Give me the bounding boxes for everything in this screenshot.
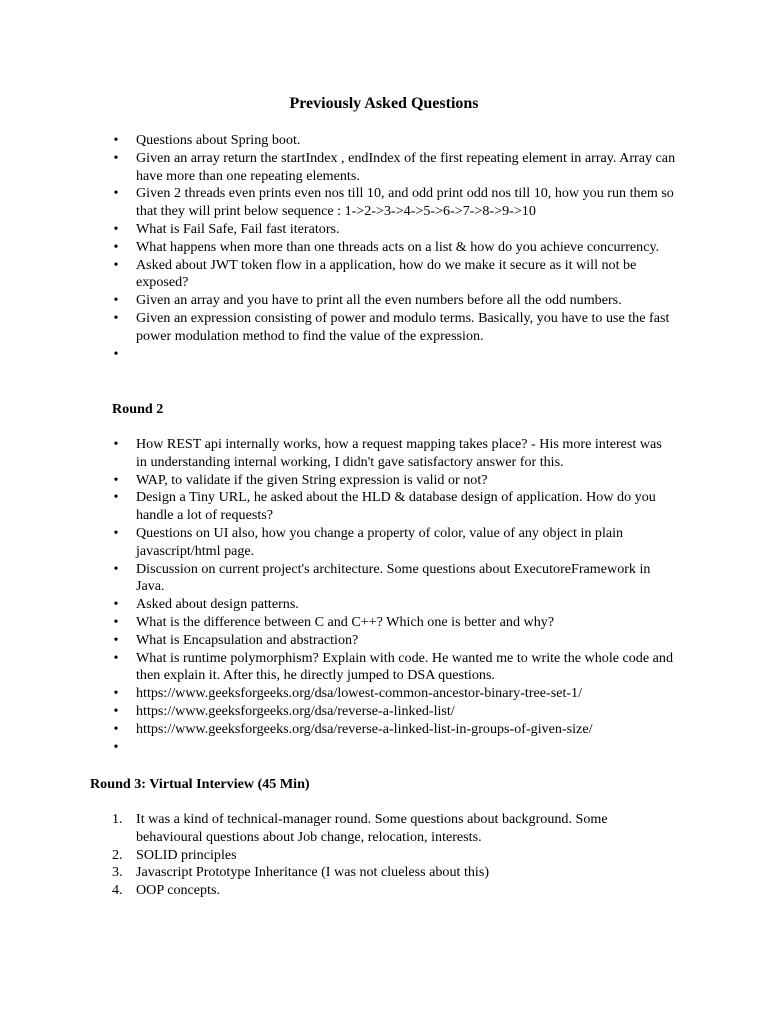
numbered-item: [0, 811, 676, 847]
item-number: 4.: [112, 882, 123, 899]
list-item-text: Asked about JWT token flow in a application, how do we make it secure as it will not be exposed?: [136, 256, 637, 291]
list-item-text: Discussion on current project's architecture. Some questions about ExecutoreFramework in Java.: [136, 560, 651, 595]
list-item-text: Questions about Spring boot.: [136, 132, 301, 148]
bullet-icon: •: [113, 133, 119, 148]
bullet-icon: •: [113, 186, 119, 202]
list-item: [0, 185, 676, 221]
list-item-text: Given 2 threads even prints even nos till 10, and odd print odd nos till 10, how you run them so that they will print below sequence : 1->2->3->4->5->6->7->8->9->10: [136, 185, 674, 220]
bullet-icon: •: [113, 150, 119, 166]
list-item-text: What is the difference between C and C++? Which one is better and why?: [136, 613, 555, 630]
round1-question-list: [0, 132, 676, 363]
list-item: [0, 292, 676, 310]
list-item-text: OOP concepts.: [136, 882, 221, 899]
list-item-text: https://www.geeksforgeeks.org/dsa/reverse-a-linked-list-in-groups-of-given-size/: [136, 720, 593, 737]
list-item: [0, 596, 676, 614]
list-item-text: What is Encapsulation and abstraction?: [136, 631, 359, 648]
bullet-icon: •: [113, 239, 119, 255]
bullet-icon: •: [113, 525, 119, 541]
list-item-text: What is Fail Safe, Fail fast iterators.: [136, 220, 340, 237]
list-item: [0, 257, 676, 293]
bullet-icon: •: [113, 703, 119, 719]
bullet-icon: •: [113, 346, 119, 362]
list-item-text: Asked about design patterns.: [136, 596, 299, 613]
round3-question-list: [0, 811, 676, 900]
bullet-icon: •: [113, 293, 119, 309]
numbered-item: [0, 864, 676, 882]
numbered-item: [0, 882, 676, 900]
list-item: [0, 472, 676, 490]
bullet-icon: •: [113, 632, 119, 648]
list-item-text: Javascript Prototype Inheritance (I was not clueless about this): [136, 864, 490, 881]
list-item-text: It was a kind of technical-manager round. Some questions about background. Some behavioural questions about Job change, relocation, interests.: [136, 811, 608, 845]
bullet-icon: •: [113, 472, 119, 488]
list-item: [0, 632, 676, 650]
list-item: [0, 685, 676, 703]
bullet-icon: •: [113, 221, 119, 237]
list-item: [0, 739, 676, 757]
list-item: [0, 489, 676, 525]
list-item-text: Questions on UI also, how you change a property of color, value of any object in plain javascript/html page.: [136, 524, 624, 559]
list-item-text: WAP, to validate if the given String expression is valid or not?: [136, 471, 488, 488]
bullet-icon: •: [113, 686, 119, 702]
bullet-icon: •: [113, 721, 119, 737]
bullet-icon: •: [113, 739, 119, 755]
list-item-text: SOLID principles: [136, 846, 237, 863]
bullet-icon: •: [113, 650, 119, 666]
list-item: [0, 310, 676, 346]
list-item-text: Given an expression consisting of power and modulo terms. Basically, you have to use the fast power modulation method to find the value of the expression.: [136, 309, 670, 344]
list-item-text: What is runtime polymorphism? Explain with code. He wanted me to write the whole code and then explain it. After this, he directly jumped to DSA questions.: [136, 649, 673, 684]
list-item: [0, 221, 676, 239]
list-item: [0, 561, 676, 597]
bullet-icon: •: [113, 437, 119, 452]
list-item: [0, 239, 676, 257]
page-title: Previously Asked Questions: [289, 95, 479, 112]
round2-question-list: [0, 436, 676, 756]
list-item-text: https://www.geeksforgeeks.org/dsa/reverse-a-linked-list/: [136, 702, 455, 719]
bullet-icon: •: [113, 490, 119, 506]
list-item: [0, 614, 676, 632]
list-item-text: Design a Tiny URL, he asked about the HLD & database design of application. How do you handle a lot of requests?: [136, 489, 656, 524]
round2-heading: Round 2: [112, 401, 164, 417]
bullet-icon: •: [113, 597, 119, 613]
item-number: 1.: [112, 811, 123, 827]
list-item: [0, 721, 676, 739]
bullet-icon: •: [113, 257, 119, 273]
list-item: [0, 436, 676, 472]
round3-heading: Round 3: Virtual Interview (45 Min): [90, 776, 310, 792]
list-item-text: What happens when more than one threads acts on a list & how do you achieve concurrency.: [136, 238, 660, 255]
list-item: [0, 650, 676, 686]
list-item: [0, 525, 676, 561]
list-item-text: How REST api internally works, how a request mapping takes place? - His more interest was in understanding internal working, I didn't gave satisfactory answer for this.: [136, 436, 662, 470]
bullet-icon: •: [113, 561, 119, 577]
list-item: [0, 703, 676, 721]
list-item: [0, 132, 676, 150]
bullet-icon: •: [113, 614, 119, 630]
numbered-item: [0, 847, 676, 865]
list-item-text: https://www.geeksforgeeks.org/dsa/lowest-common-ancestor-binary-tree-set-1/: [136, 685, 583, 702]
item-number: 2.: [112, 846, 123, 863]
list-item: [0, 346, 676, 364]
list-item: [0, 150, 676, 186]
item-number: 3.: [112, 864, 123, 881]
list-item-text: Given an array return the startIndex , endIndex of the first repeating element in array. Array can have more than one repeating elements.: [136, 149, 676, 184]
list-item-text: Given an array and you have to print all the even numbers before all the odd numbers.: [136, 292, 622, 309]
bullet-icon: •: [113, 310, 119, 326]
